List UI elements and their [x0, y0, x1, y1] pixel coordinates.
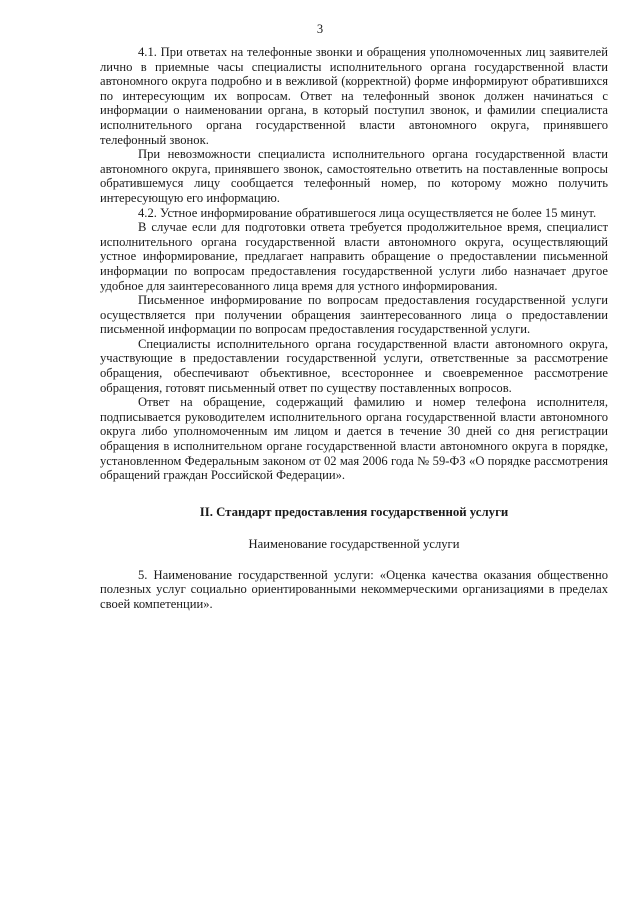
document-body	[100, 45, 608, 612]
subsection-title: Наименование государственной услуги	[248, 536, 460, 551]
paragraph-long-answer: В случае если для подготовки ответа требуется продолжительное время, специалист исполнительного органа государственной власти автономного округа, осуществляющий устное информирование, предлагает направить обращение о предоставлении письменной информации по вопросам предоставления государственной услуги либо назначает другое удобное для заинтересованного лица время для устного информирования.	[100, 220, 608, 293]
paragraph-4-2: 4.2. Устное информирование обратившегося лица осуществляется не более 15 минут.	[138, 205, 597, 220]
page-number: 3	[316, 22, 324, 36]
paragraph-4-1: 4.1. При ответах на телефонные звонки и обращения уполномоченных лиц заявителей лично в приемные часы специалисты исполнительного органа государственной власти автономного округа подробно и в вежливой (корректной) форме информируют обратившихся по интересующим их вопросам. Ответ на телефонный звонок должен начинаться с информации о наименовании органа, в который поступил звонок, и фамилии специалиста исполнительного органа государственной власти автономного округа, принявшего телефонный звонок.	[100, 45, 608, 147]
section-title: II. Стандарт предоставления государственной услуги	[199, 504, 509, 519]
paragraph-phone-number-info: При невозможности специалиста исполнительного органа государственной власти автономного округа, принявшего звонок, самостоятельно ответить на поставленные вопросы обратившемуся лицу сообщается телефонный номер, по которому можно получить интересующую его информацию.	[100, 147, 608, 205]
paragraph-answer-signing: Ответ на обращение, содержащий фамилию и номер телефона исполнителя, подписывается руководителем исполнительного органа государственной власти автономного округа либо уполномоченным им лицом и дается в течение 30 дней со дня регистрации обращения в исполнительном органе государственной власти автономного округа в порядке, установленном Федеральным законом от 02 мая 2006 года № 59-ФЗ «О порядке рассмотрения обращений граждан Российской Федерации».	[100, 395, 608, 483]
paragraph-written-info: Письменное информирование по вопросам предоставления государственной услуги осуществляется при получении обращения заинтересованного лица о предоставлении письменной информации по вопросам предоставления государственной услуги.	[100, 293, 608, 337]
paragraph-5-service-name: 5. Наименование государственной услуги: «Оценка качества оказания общественно полезных услуг социально ориентированными некоммерческими организациями в пределах своей компетенции».	[100, 567, 608, 611]
paragraph-specialists: Специалисты исполнительного органа государственной власти автономного округа, участвующие в предоставлении государственной услуги, ответственные за рассмотрение обращения, обеспечивают объективное, всестороннее и своевременное рассмотрение обращения, готовят письменный ответ по существу поставленных вопросов.	[100, 336, 608, 395]
